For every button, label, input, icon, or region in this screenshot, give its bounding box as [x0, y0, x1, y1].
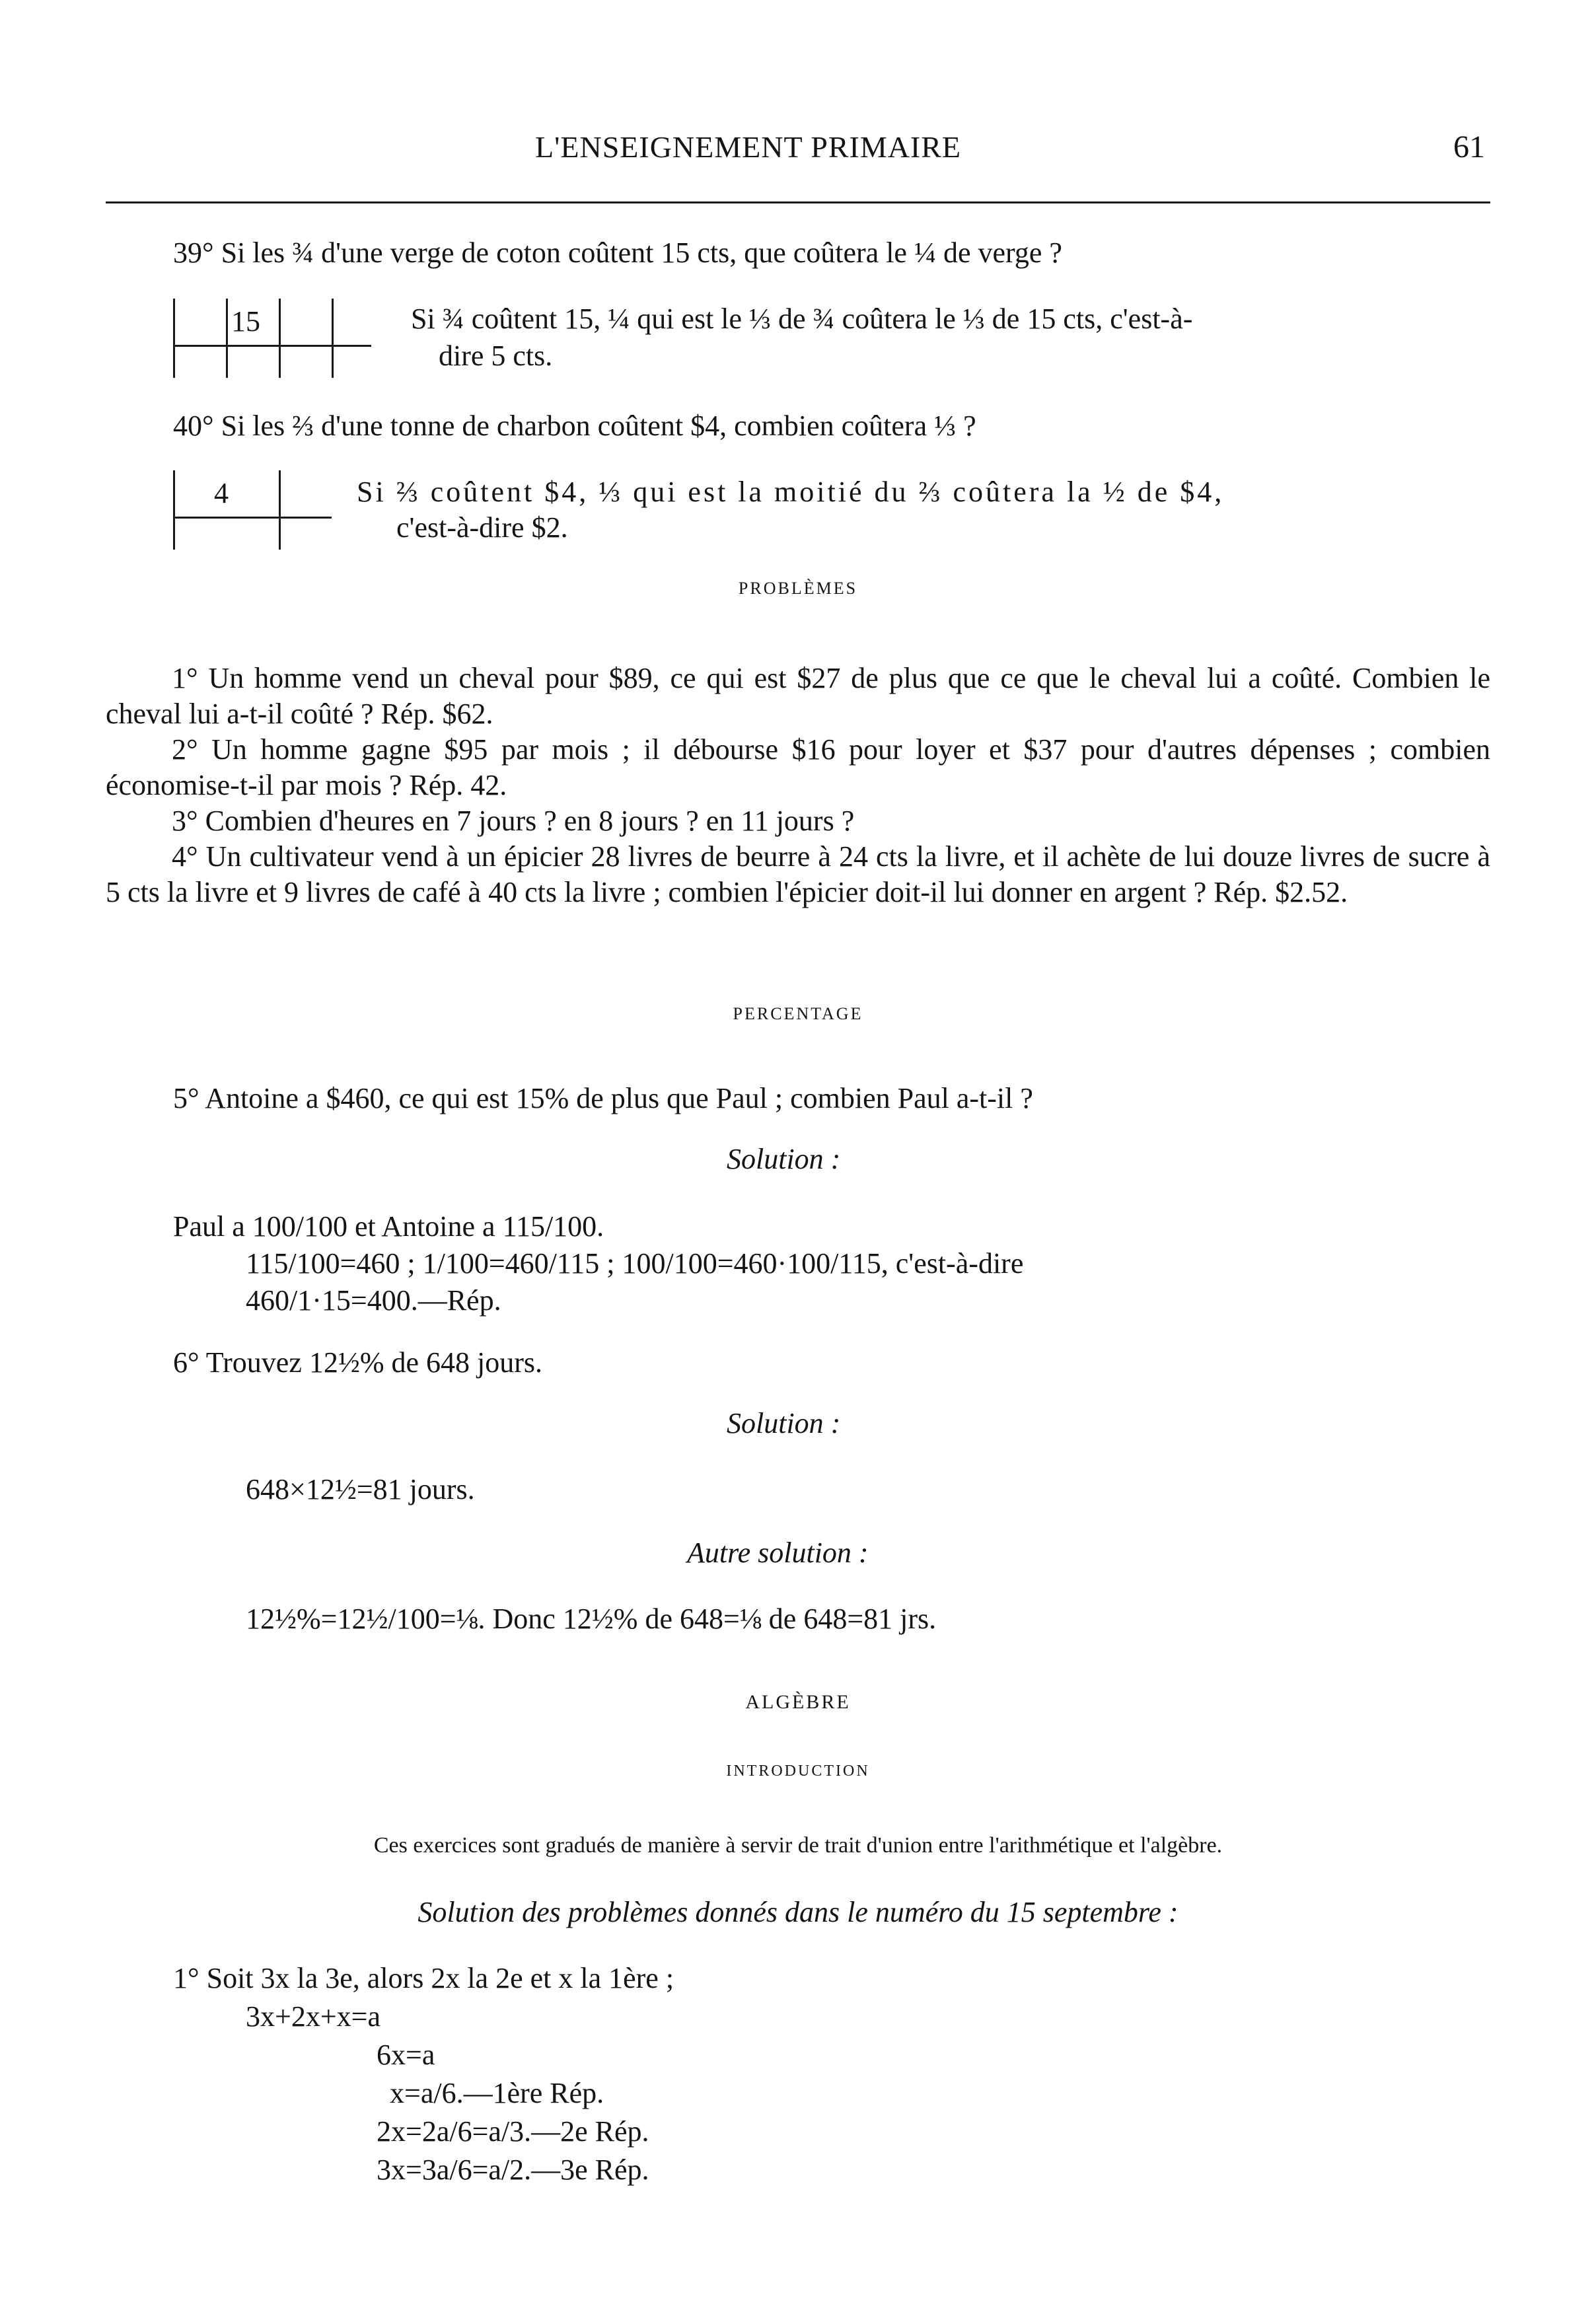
probleme-2: 2° Un homme gagne $95 par mois ; il débourse $16 pour loyer et $37 pour d'autres dépenses ; combien économise-t-il par mois ? Rép. 42.	[106, 733, 1490, 801]
ex39-answer-line-2: dire 5 cts.	[439, 340, 553, 372]
probleme-3: 3° Combien d'heures en 7 jours ? en 8 jours ? en 11 jours ?	[172, 805, 855, 837]
probleme-4: 4° Un cultivateur vend à un épicier 28 livres de beurre à 24 cts la livre, et il achète de lui douze livres de sucre à 5 cts la livre et 9 livres de café à 40 cts la livre ; combien l'épicier doit-il lui donner en argent ? Rép. $2.52.	[106, 840, 1490, 908]
algebra-line-3: 6x=a	[377, 2039, 435, 2071]
probleme-1: 1° Un homme vend un cheval pour $89, ce qui est $27 de plus que ce que le cheval lui a coûté. Combien le cheval lui a-t-il coûté ? Rép. $62.	[106, 662, 1490, 730]
problemes-list	[106, 661, 1490, 910]
ex5-question: 5° Antoine a $460, ce qui est 15% de plus que Paul ; combien Paul a-t-il ?	[173, 1082, 1033, 1114]
algebra-line-4: x=a/6.—1ère Rép.	[390, 2077, 604, 2109]
solution-title: Solution des problèmes donnés dans le numéro du 15 septembre :	[417, 1896, 1179, 1928]
ex6-line-2: 12½%=12½/100=⅛. Donc 12½% de 648=⅛ de 648=81 jrs.	[246, 1603, 937, 1635]
ex39-diagram-value: 15	[231, 305, 260, 338]
intro-text: Ces exercices sont gradués de manière à servir de trait d'union entre l'arithmétique et l'algèbre.	[373, 1833, 1223, 1858]
ex6-autre-solution-label: Autre solution :	[687, 1537, 869, 1569]
ex5-solution-label: Solution :	[727, 1143, 841, 1175]
ex40-question: 40° Si les ⅔ d'une tonne de charbon coûtent $4, combien coûtera ⅓ ?	[173, 410, 976, 442]
section-introduction-heading: INTRODUCTION	[726, 1762, 870, 1780]
section-algebre-heading: ALGÈBRE	[745, 1691, 851, 1713]
ex6-line-1: 648×12½=81 jours.	[246, 1473, 475, 1505]
ex39-diagram	[173, 299, 384, 378]
ex39-question: 39° Si les ¾ d'une verge de coton coûtent 15 cts, que coûtera le ¼ de verge ?	[173, 236, 1062, 269]
running-title: L'ENSEIGNEMENT PRIMAIRE	[535, 130, 962, 164]
ex5-line-3: 460/1·15=400.—Rép.	[246, 1284, 501, 1317]
ex40-diagram	[173, 470, 345, 550]
algebra-line-6: 3x=3a/6=a/2.—3e Rép.	[377, 2154, 649, 2186]
algebra-line-2: 3x+2x+x=a	[246, 2000, 381, 2033]
page-number: 61	[1453, 129, 1485, 164]
ex40-answer-line-1: Si ⅔ coûtent $4, ⅓ qui est la moitié du ⅔ coûtera la ½ de $4,	[357, 476, 1225, 508]
header-rule	[106, 201, 1490, 203]
ex40-answer-line-2: c'est-à-dire $2.	[396, 511, 568, 544]
ex40-diagram-value: 4	[214, 477, 229, 509]
ex6-solution-label: Solution :	[727, 1407, 841, 1439]
ex39-answer-line-1: Si ¾ coûtent 15, ¼ qui est le ⅓ de ¾ coûtera le ⅓ de 15 cts, c'est-à-	[411, 303, 1193, 335]
ex6-question: 6° Trouvez 12½% de 648 jours.	[173, 1346, 543, 1379]
ex5-line-1: Paul a 100/100 et Antoine a 115/100.	[173, 1210, 604, 1243]
algebra-line-5: 2x=2a/6=a/3.—2e Rép.	[377, 2115, 649, 2148]
section-percentage-heading: PERCENTAGE	[733, 1004, 863, 1023]
ex5-line-2: 115/100=460 ; 1/100=460/115 ; 100/100=460·100/115, c'est-à-dire	[246, 1247, 1024, 1280]
algebra-line-1: 1° Soit 3x la 3e, alors 2x la 2e et x la 1ère ;	[173, 1962, 674, 1994]
section-problemes-heading: PROBLÈMES	[738, 579, 858, 598]
